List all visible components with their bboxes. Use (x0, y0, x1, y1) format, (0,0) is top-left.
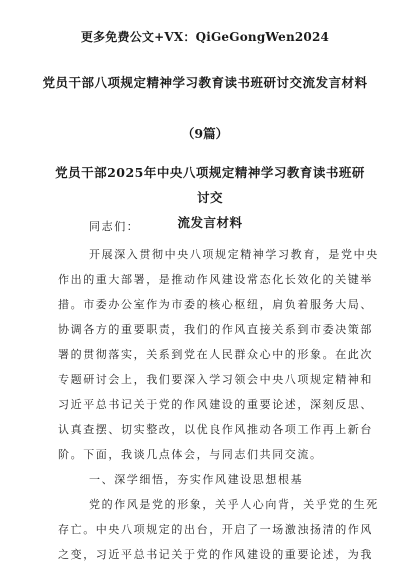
body-line: 党的作风是党的形象，关乎人心向背，关乎党的生死 (89, 498, 379, 511)
salutation: 同志们： (89, 220, 140, 233)
subheading: 一、深学细悟，夯实作风建设思想根基 (89, 473, 304, 486)
body-line: 措。市委办公室作为市委的核心枢纽，肩负着服务大局、 (58, 298, 373, 311)
body-line: 作出的重大部署，是推动作风建设常态化长效化的关键举 (58, 273, 373, 286)
section-title-line-1: 党员干部2025年中央八项规定精神学习教育读书班研讨交 (55, 165, 365, 205)
body-line: 阶。下面，我谈几点体会，与同志们共同交流。 (58, 448, 323, 461)
body-line: 开展深入贯彻中央八项规定精神学习教育，是党中央 (89, 248, 379, 261)
section-title-line-2: 流发言材料 (177, 215, 243, 230)
body-line: 之变，习近平总书记关于党的作风建设的重要论述，为我 (58, 548, 373, 561)
promo-header: 更多免费公文+VX：QiGeGongWen2024 (80, 30, 330, 44)
body-line: 专题研讨会上，我们要深入学习领会中央八项规定精神和 (58, 373, 373, 386)
article-count: （9篇） (181, 126, 229, 141)
body-line: 存亡。中央八项规定的出台，开启了一场激浊扬清的作风 (58, 523, 373, 536)
document-title: 党员干部八项规定精神学习教育读书班研讨交流发言材料 (42, 75, 368, 90)
body-line: 认真查摆、切实整改，以优良作风推动各项工作再上新台 (58, 423, 373, 436)
body-line: 习近平总书记关于党的作风建设的重要论述，深刻反思、 (58, 398, 373, 411)
body-line: 署的贯彻落实，关系到党在人民群众心中的形象。在此次 (58, 348, 373, 361)
body-line: 协调各方的重要职责，我们的作风直接关系到市委决策部 (58, 323, 373, 336)
